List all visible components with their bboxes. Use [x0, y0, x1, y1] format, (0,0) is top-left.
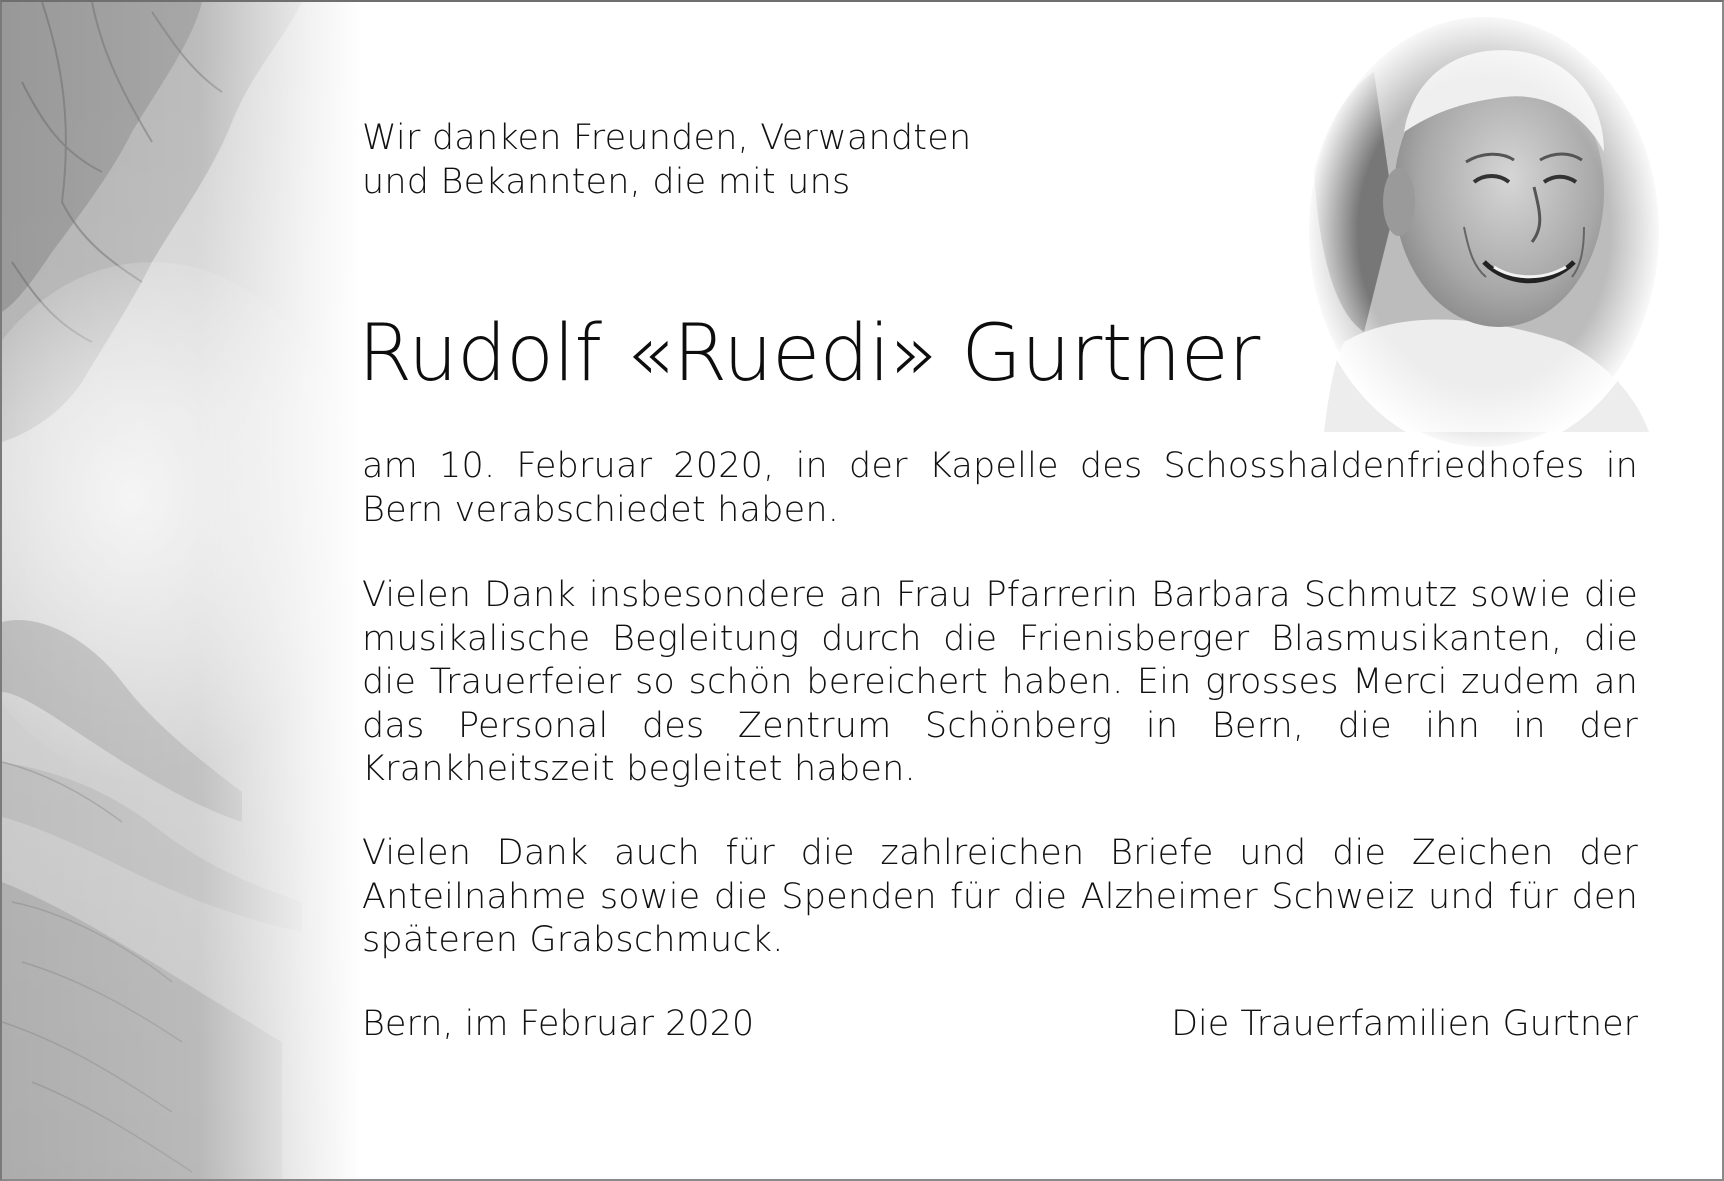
paragraph-farewell: am 10. Februar 2020, in der Kapelle des Schosshaldenfriedhofes in Bern verabschiedet haben. [362, 446, 1638, 530]
intro-line: und Bekannten, die mit uns [362, 162, 851, 202]
intro-line: Wir danken Freunden, Verwandten [362, 118, 972, 158]
intro-text [362, 116, 1262, 204]
paragraph-thanks-ceremony: Vielen Dank insbesondere an Frau Pfarrerin Barbara Schmutz sowie die musikalische Begleitung durch die Frienisberger Blasmusikanten, die die Trauerfeier so schön bereichert haben. Ein grosses Merci zudem an das Personal des Zentrum Schönberg in Bern, die ihn in der Krankheitszeit begleitet haben. [362, 575, 1638, 789]
misty-river-landscape-icon [2, 2, 362, 1179]
place-date: Bern, im Februar 2020 [362, 1004, 755, 1044]
elderly-man-portrait-icon [1304, 12, 1664, 452]
notice-footer [362, 1002, 1638, 1046]
deceased-name: Rudolf «Ruedi» Gurtner [358, 309, 1260, 399]
family-signature: Die Trauerfamilien Gurtner [1171, 1004, 1638, 1044]
paragraph-thanks-condolences: Vielen Dank auch für die zahlreichen Briefe und die Zeichen der Anteilnahme sowie die Spenden für die Alzheimer Schweiz und für den späteren Grabschmuck. [362, 833, 1638, 960]
